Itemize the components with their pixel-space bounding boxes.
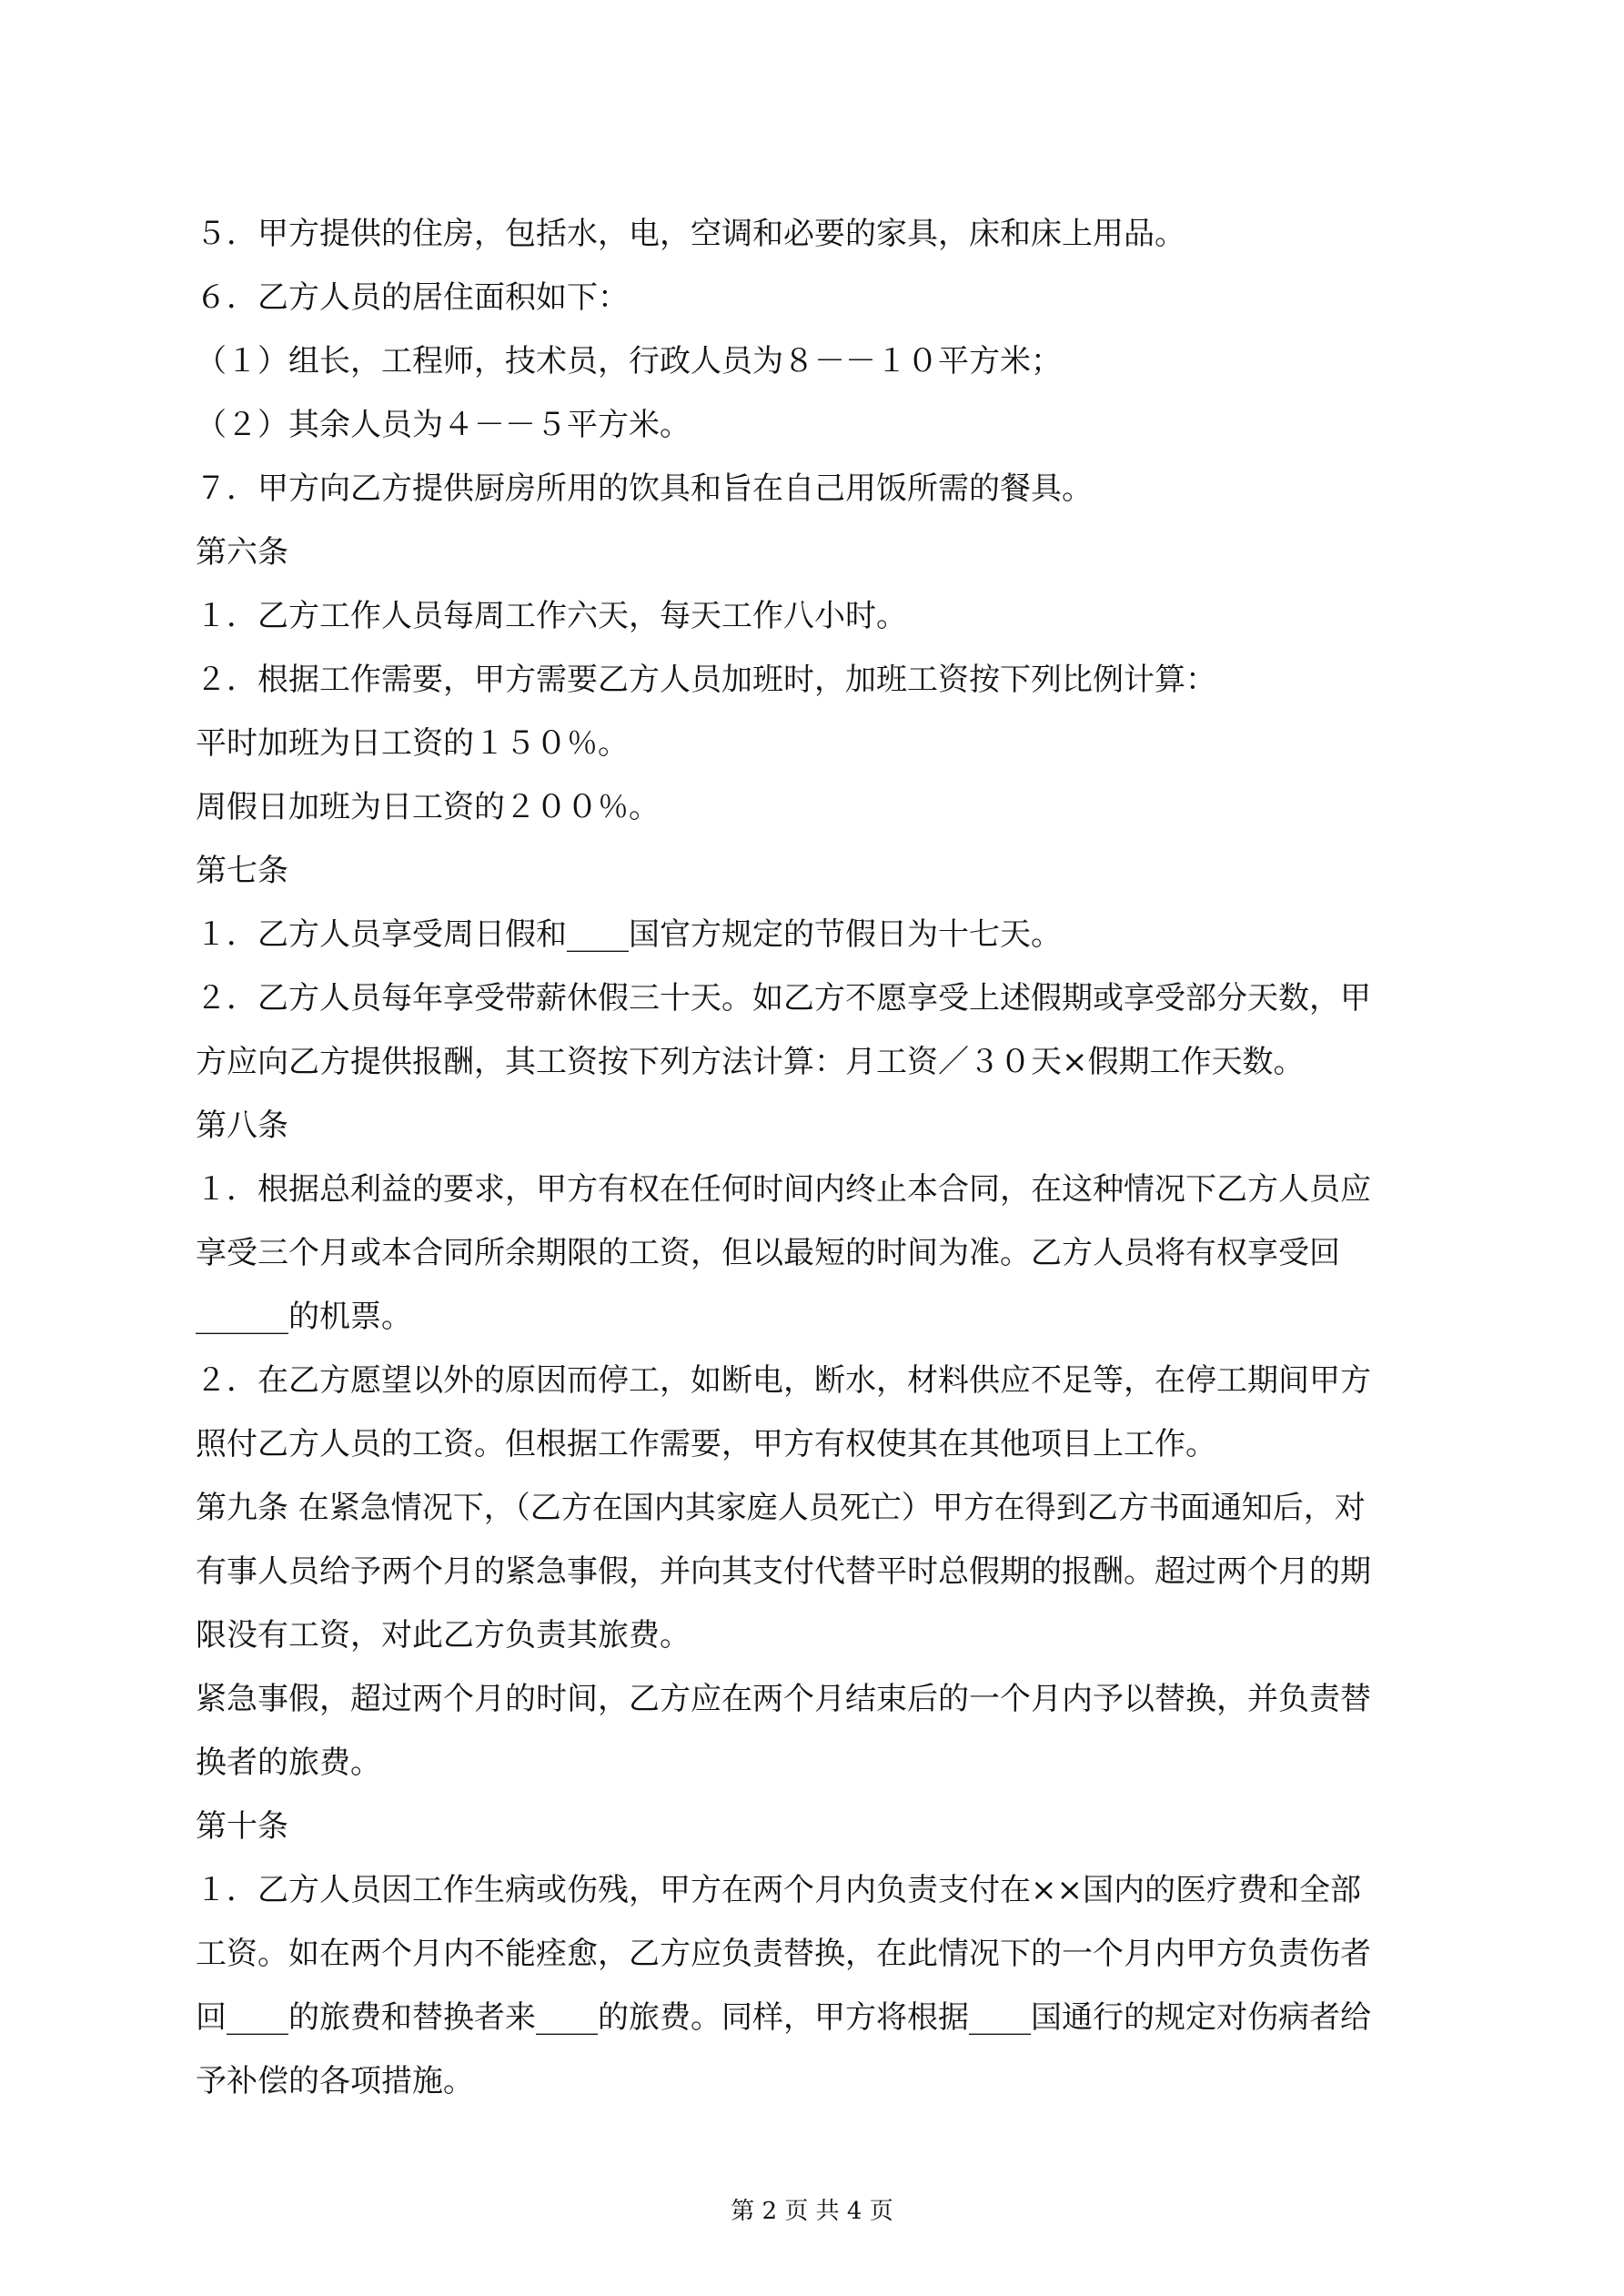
text-line: １．根据总利益的要求，甲方有权在任何时间内终止本合同，在这种情况下乙方人员应 [196, 1171, 1371, 1208]
text-line: 方应向乙方提供报酬，其工资按下列方法计算：月工资／３０天×假期工作天数。 [196, 1044, 1305, 1080]
text-line: 工资。如在两个月内不能痊愈，乙方应负责替换，在此情况下的一个月内甲方负责伤者 [196, 1936, 1371, 1972]
text-line: （１）组长，工程师，技术员，行政人员为８－－１０平方米； [196, 343, 1062, 379]
text-line: ２．在乙方愿望以外的原因而停工，如断电，断水，材料供应不足等，在停工期间甲方 [196, 1362, 1371, 1399]
text-line: 予补偿的各项措施。 [196, 2063, 474, 2099]
text-line: １．乙方人员因工作生病或伤残，甲方在两个月内负责支付在××国内的医疗费和全部 [196, 1872, 1361, 1908]
text-line: 平时加班为日工资的１５０％。 [196, 725, 629, 762]
text-line: １．乙方人员享受周日假和____国官方规定的节假日为十七天。 [196, 916, 1062, 953]
text-line: ______的机票。 [196, 1299, 412, 1335]
text-line: １．乙方工作人员每周工作六天，每天工作八小时。 [196, 598, 907, 634]
article-heading: 第八条 [196, 1108, 288, 1144]
page-number-footer: 第 2 页 共 4 页 [731, 2198, 893, 2225]
text-line: （２）其余人员为４－－５平方米。 [196, 407, 691, 443]
text-line: 有事人员给予两个月的紧急事假，并向其支付代替平时总假期的报酬。超过两个月的期 [196, 1553, 1371, 1590]
text-line: ５．甲方提供的住房，包括水，电，空调和必要的家具，床和床上用品。 [196, 216, 1185, 252]
text-line: ２．根据工作需要，甲方需要乙方人员加班时，加班工资按下列比例计算： [196, 662, 1216, 698]
article-heading-inline: 第九条 在紧急情况下，（乙方在国内其家庭人员死亡）甲方在得到乙方书面通知后，对 [196, 1490, 1366, 1526]
text-line: 回____的旅费和替换者来____的旅费。同样，甲方将根据____国通行的规定对伤病者给 [196, 1999, 1371, 2036]
text-line: ６．乙方人员的居住面积如下： [196, 279, 629, 316]
text-line: ２．乙方人员每年享受带薪休假三十天。如乙方不愿享受上述假期或享受部分天数，甲 [196, 980, 1371, 1017]
document-body [196, 202, 1447, 2113]
text-line: 周假日加班为日工资的２００％。 [196, 789, 660, 825]
text-line: ７．甲方向乙方提供厨房所用的饮具和旨在自己用饭所需的餐具。 [196, 470, 1093, 507]
text-line: 照付乙方人员的工资。但根据工作需要，甲方有权使其在其他项目上工作。 [196, 1426, 1216, 1462]
text-line: 享受三个月或本合同所余期限的工资，但以最短的时间为准。乙方人员将有权享受回 [196, 1235, 1340, 1271]
article-heading: 第七条 [196, 853, 288, 889]
text-line: 限没有工资，对此乙方负责其旅费。 [196, 1617, 691, 1654]
text-line: 换者的旅费。 [196, 1745, 381, 1781]
text-line: 紧急事假，超过两个月的时间，乙方应在两个月结束后的一个月内予以替换，并负责替 [196, 1681, 1371, 1717]
article-heading: 第六条 [196, 534, 288, 571]
article-heading: 第十条 [196, 1808, 288, 1845]
